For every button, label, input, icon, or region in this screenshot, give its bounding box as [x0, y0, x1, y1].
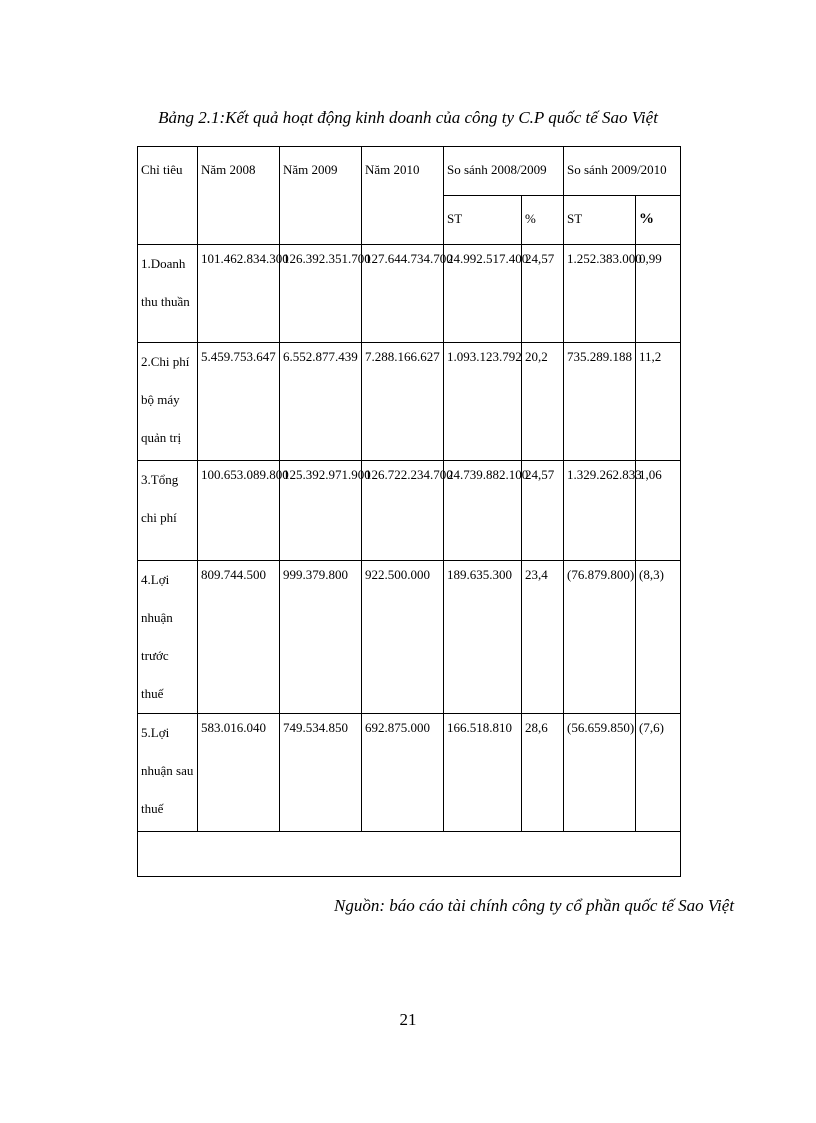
source-note: Nguồn: báo cáo tài chính công ty cổ phần quốc tế Sao Việt — [334, 896, 735, 915]
cell-2010: 922.500.000 — [362, 561, 444, 714]
cell-2010: 692.875.000 — [362, 714, 444, 832]
row-label: 1.Doanh thu thuần — [138, 245, 198, 343]
cell-2008: 100.653.089.800 — [198, 461, 280, 561]
cell-st-1: 189.635.300 — [444, 561, 522, 714]
table-empty-row — [138, 832, 681, 877]
cell-2009: 125.392.971.900 — [280, 461, 362, 561]
table-row — [138, 714, 681, 832]
cell-2009: 999.379.800 — [280, 561, 362, 714]
table-row — [138, 343, 681, 461]
cell-pct-1: 24,57 — [522, 461, 564, 561]
page-number: 21 — [399, 1010, 417, 1029]
header-year-2010: Năm 2010 — [362, 147, 444, 245]
cell-pct-2: 1,06 — [636, 461, 681, 561]
header-st-2: ST — [564, 196, 636, 245]
cell-pct-1: 23,4 — [522, 561, 564, 714]
row-label: 3.Tổng chi phí — [138, 461, 198, 561]
header-compare-2009-2010: So sánh 2009/2010 — [564, 147, 681, 196]
header-chi-tieu: Chỉ tiêu — [138, 147, 198, 245]
cell-st-1: 24.992.517.400 — [444, 245, 522, 343]
cell-st-2: 1.329.262.833 — [564, 461, 636, 561]
cell-pct-1: 24,57 — [522, 245, 564, 343]
header-compare-2008-2009: So sánh 2008/2009 — [444, 147, 564, 196]
cell-pct-1: 28,6 — [522, 714, 564, 832]
header-pct-1: % — [522, 196, 564, 245]
cell-st-2: 1.252.383.000 — [564, 245, 636, 343]
cell-pct-2: 11,2 — [636, 343, 681, 461]
header-pct-2: % — [636, 196, 681, 245]
row-label: 2.Chi phí bộ máy quản trị — [138, 343, 198, 461]
header-year-2009: Năm 2009 — [280, 147, 362, 245]
business-results-table — [137, 146, 681, 877]
cell-pct-2: (8,3) — [636, 561, 681, 714]
cell-2008: 809.744.500 — [198, 561, 280, 714]
empty-cell — [138, 832, 681, 877]
cell-st-2: (56.659.850) — [564, 714, 636, 832]
cell-pct-2: (7,6) — [636, 714, 681, 832]
table-row — [138, 245, 681, 343]
cell-2009: 749.534.850 — [280, 714, 362, 832]
cell-st-2: (76.879.800) — [564, 561, 636, 714]
cell-2008: 101.462.834.300 — [198, 245, 280, 343]
cell-2008: 583.016.040 — [198, 714, 280, 832]
row-label: 5.Lợi nhuận sau thuế — [138, 714, 198, 832]
cell-st-1: 166.518.810 — [444, 714, 522, 832]
cell-2009: 126.392.351.700 — [280, 245, 362, 343]
table-row — [138, 461, 681, 561]
header-year-2008: Năm 2008 — [198, 147, 280, 245]
cell-st-1: 1.093.123.792 — [444, 343, 522, 461]
row-label: 4.Lợi nhuận trước thuế — [138, 561, 198, 714]
cell-2010: 127.644.734.700 — [362, 245, 444, 343]
cell-st-2: 735.289.188 — [564, 343, 636, 461]
cell-2009: 6.552.877.439 — [280, 343, 362, 461]
cell-pct-2: 0,99 — [636, 245, 681, 343]
table-caption: Bảng 2.1:Kết quả hoạt động kinh doanh của công ty C.P quốc tế Sao Việt — [158, 108, 658, 127]
cell-2008: 5.459.753.647 — [198, 343, 280, 461]
cell-pct-1: 20,2 — [522, 343, 564, 461]
cell-st-1: 24.739.882.100 — [444, 461, 522, 561]
cell-2010: 7.288.166.627 — [362, 343, 444, 461]
cell-2010: 126.722.234.700 — [362, 461, 444, 561]
table-row — [138, 561, 681, 714]
header-st-1: ST — [444, 196, 522, 245]
